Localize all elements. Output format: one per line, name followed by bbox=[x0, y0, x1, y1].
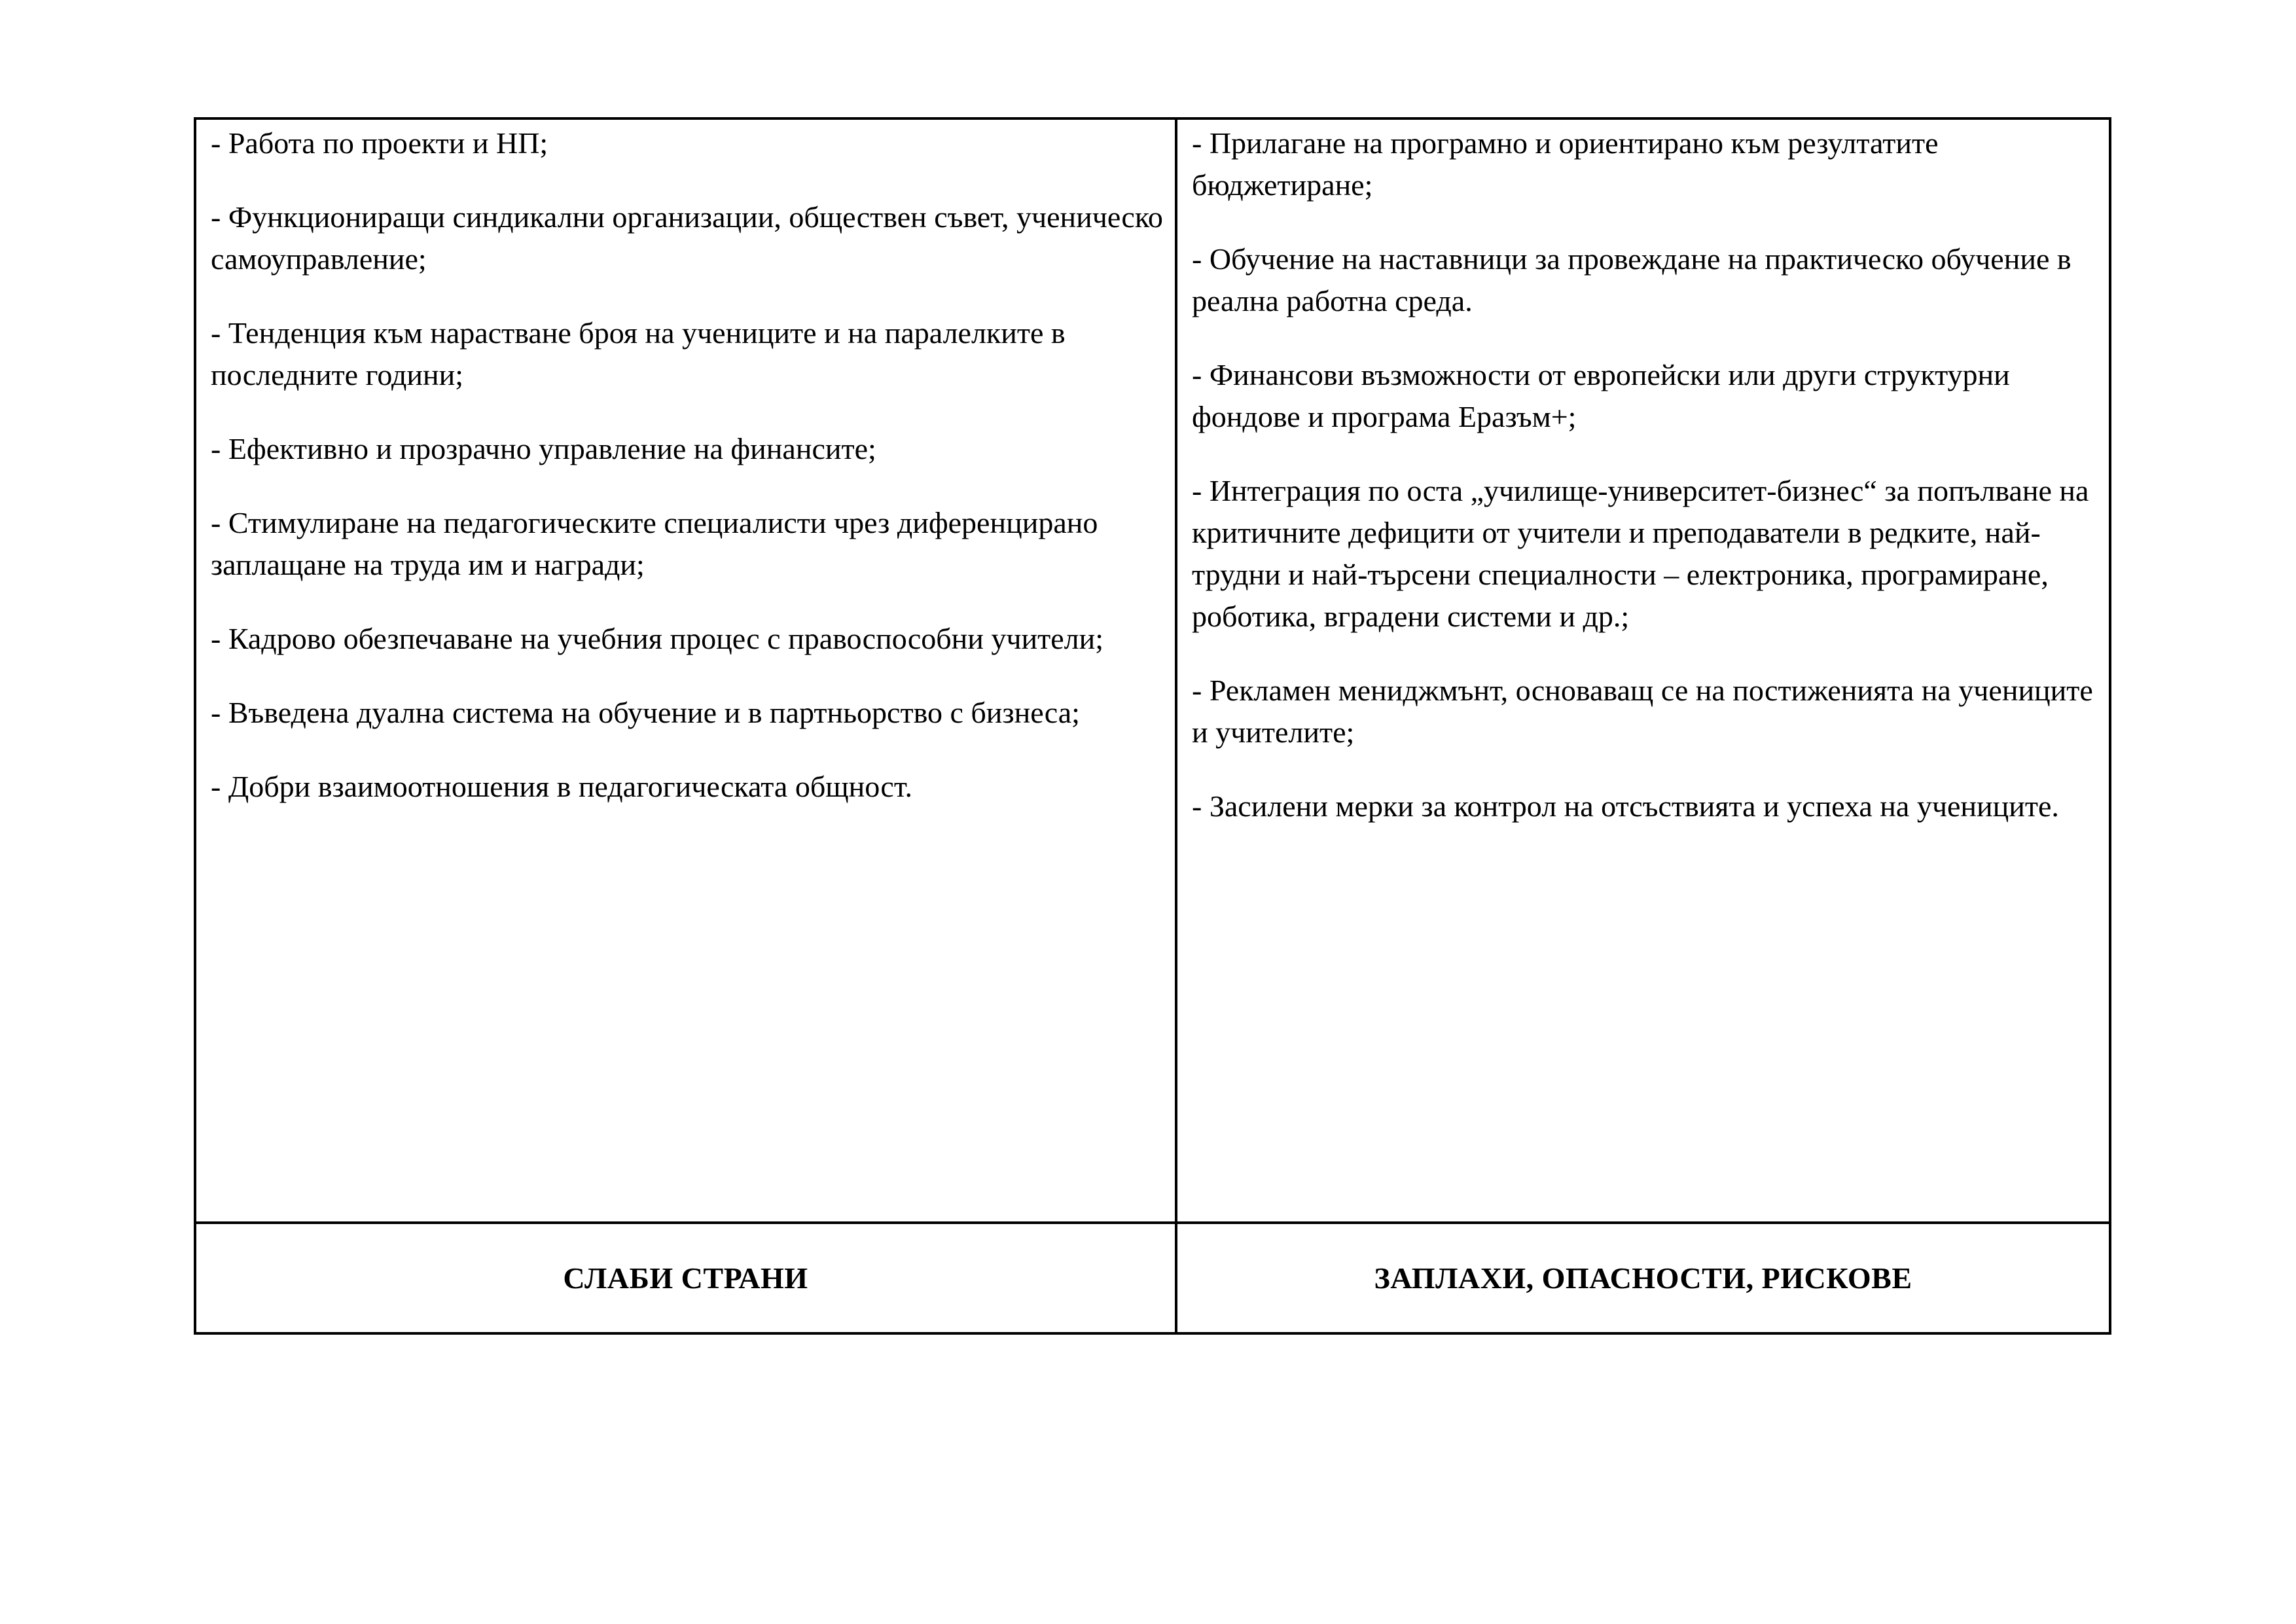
opportunity-item: - Обучение на наставници за провеждане на практическо обучение в реална работна среда. bbox=[1192, 242, 2072, 317]
strength-item: - Въведена дуална система на обучение и в партньорство с бизнеса; bbox=[211, 696, 1080, 729]
opportunity-item: - Финансови възможности от европейски или други структурни фондове и програма Еразъм+; bbox=[1192, 358, 2010, 433]
threats-header-cell bbox=[1177, 1224, 2109, 1332]
strength-item: - Стимулиране на педагогическите специалисти чрез диференцирано заплащане на труда им и награди; bbox=[211, 506, 1098, 581]
opportunity-item: - Прилагане на програмно и ориентирано към резултатите бюджетиране; bbox=[1192, 126, 1939, 202]
swot-table bbox=[194, 117, 2111, 1335]
opportunity-item: - Интеграция по оста „училище-университет-бизнес“ за попълване на критичните дефицити от учители и преподаватели в редките, най-трудни и най-търсени специалности – електроника, програмиране, роботика, вградени системи и др.; bbox=[1192, 474, 2089, 633]
opportunity-item: - Засилени мерки за контрол на отсъствията и успеха на учениците. bbox=[1192, 789, 2059, 823]
weaknesses-header-cell bbox=[196, 1224, 1177, 1332]
strength-item: - Добри взаимоотношения в педагогическата общност. bbox=[211, 770, 912, 803]
strengths-cell bbox=[196, 120, 1177, 1224]
strength-item: - Кадрово обезпечаване на учебния процес с правоспособни учители; bbox=[211, 622, 1104, 655]
threats-header: ЗАПЛАХИ, ОПАСНОСТИ, РИСКОВЕ bbox=[1374, 1261, 1912, 1295]
strength-item: - Работа по проекти и НП; bbox=[211, 126, 548, 160]
strength-item: - Функциониращи синдикални организации, обществен съвет, ученическо самоуправление; bbox=[211, 200, 1163, 276]
strength-item: - Тенденция към нарастване броя на учениците и на паралелките в последните години; bbox=[211, 316, 1066, 391]
opportunity-item: - Рекламен мениджмънт, основаващ се на постиженията на учениците и учителите; bbox=[1192, 674, 2093, 749]
opportunities-cell bbox=[1177, 120, 2109, 1224]
weaknesses-header: СЛАБИ СТРАНИ bbox=[563, 1261, 808, 1295]
strength-item: - Ефективно и прозрачно управление на финансите; bbox=[211, 432, 876, 465]
